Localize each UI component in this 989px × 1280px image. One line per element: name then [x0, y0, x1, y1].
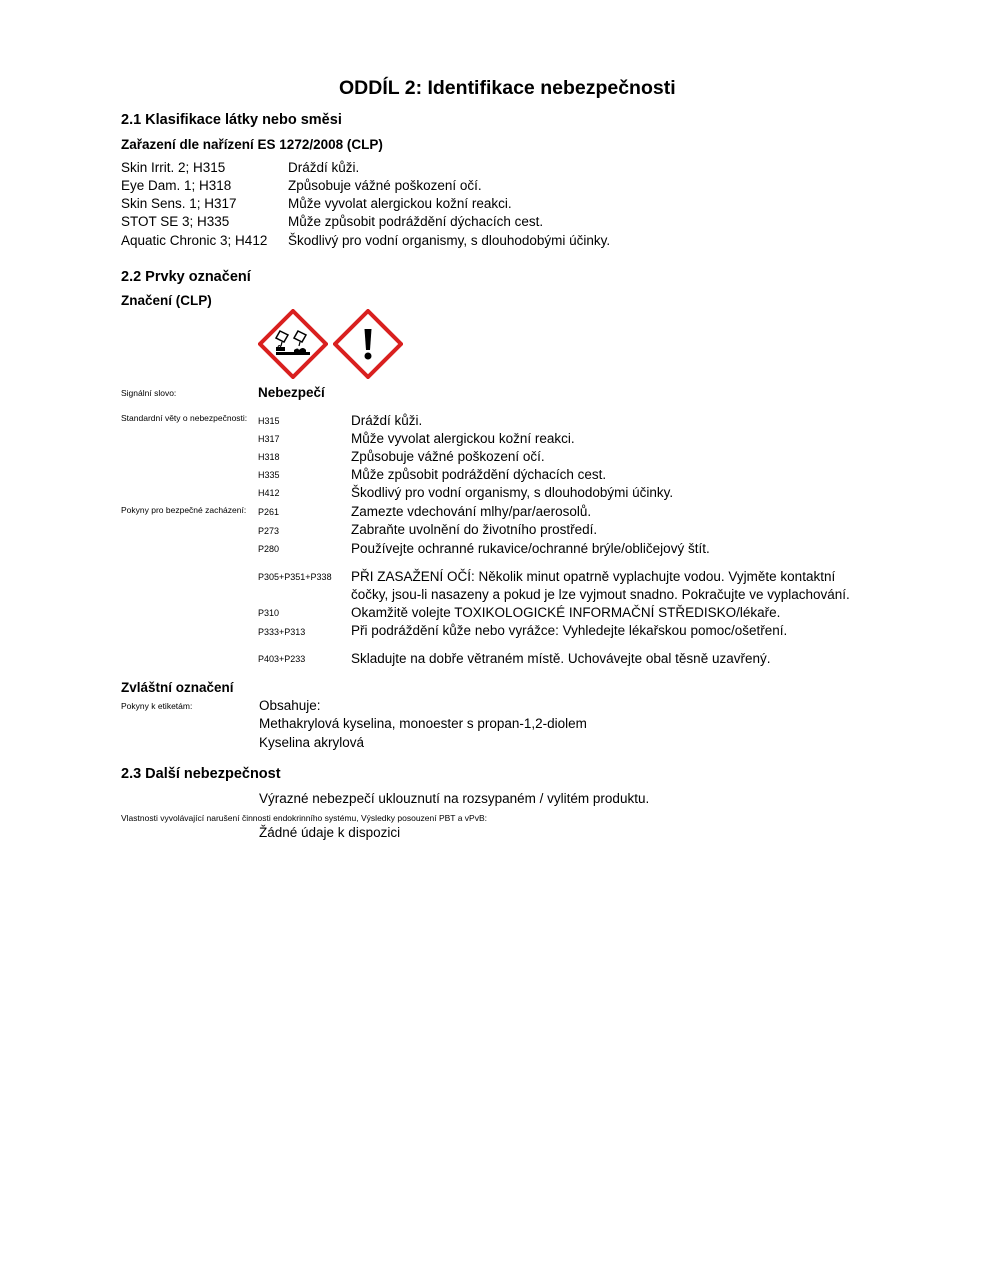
precautionary-statements-label: Pokyny pro bezpečné zacházení:	[121, 505, 247, 515]
precaution-code: P333+P313	[258, 627, 306, 637]
hazard-code: H335	[258, 470, 280, 480]
exclamation-pictogram	[333, 309, 403, 379]
precaution-code: P273	[258, 526, 280, 536]
clp-labelling-subheading: Značení (CLP)	[121, 293, 212, 308]
classification-code: STOT SE 3; H335	[121, 214, 230, 229]
hazard-code: H317	[258, 434, 280, 444]
hazard-text: Způsobuje vážné poškození očí.	[351, 449, 545, 464]
classification-text: Způsobuje vážné poškození očí.	[288, 178, 482, 193]
precaution-text-continued: čočky, jsou-li nasazeny a pokud je lze vyjmout snadno. Pokračujte ve vyplachování.	[351, 587, 850, 602]
precaution-code: P305+P351+P338	[258, 572, 332, 582]
endocrine-pbt-value: Žádné údaje k dispozici	[259, 825, 401, 840]
signal-word: Nebezpečí	[258, 385, 325, 400]
classification-text: Může způsobit podráždění dýchacích cest.	[288, 214, 544, 229]
section-2-3-heading: 2.3 Další nebezpečnost	[121, 766, 281, 782]
endocrine-pbt-label: Vlastnosti vyvolávající narušení činnosti endokrinního systému, Výsledky posouzení PBT a vPvB:	[121, 813, 487, 823]
hazard-text: Může způsobit podráždění dýchacích cest.	[351, 467, 607, 482]
hazard-text: Může vyvolat alergickou kožní reakci.	[351, 431, 575, 446]
other-hazard-text: Výrazné nebezpečí uklouznutí na rozsypaném / vylitém produktu.	[259, 791, 650, 806]
contained-substance: Methakrylová kyselina, monoester s propan-1,2-diolem	[259, 716, 587, 731]
classification-code: Skin Sens. 1; H317	[121, 196, 237, 211]
classification-text: Může vyvolat alergickou kožní reakci.	[288, 196, 512, 211]
hazard-code: H318	[258, 452, 280, 462]
hazard-text: Škodlivý pro vodní organismy, s dlouhodobými účinky.	[351, 485, 674, 500]
precaution-text: Zabraňte uvolnění do životního prostředí.	[351, 522, 598, 537]
precaution-code: P280	[258, 544, 280, 554]
label-instructions-label: Pokyny k etiketám:	[121, 701, 193, 711]
precaution-text: Skladujte na dobře větraném místě. Uchovávejte obal těsně uzavřený.	[351, 651, 771, 666]
hazard-statements-label: Standardní věty o nebezpečnosti:	[121, 413, 248, 423]
precaution-text: Okamžitě volejte TOXIKOLOGICKÉ INFORMAČNÍ STŘEDISKO/lékaře.	[351, 605, 781, 620]
classification-text: Škodlivý pro vodní organismy, s dlouhodobými účinky.	[288, 233, 611, 248]
precaution-code: P261	[258, 507, 280, 517]
precaution-code: P403+P233	[258, 654, 306, 664]
precaution-text: Zamezte vdechování mlhy/par/aerosolů.	[351, 504, 592, 519]
hazard-code: H412	[258, 488, 280, 498]
classification-code: Skin Irrit. 2; H315	[121, 160, 226, 175]
section-2-2-heading: 2.2 Prvky označení	[121, 269, 251, 285]
signal-word-label: Signální slovo:	[121, 388, 177, 398]
hazard-code: H315	[258, 416, 280, 426]
contained-substance: Kyselina akrylová	[259, 735, 365, 750]
clp-classification-subheading: Zařazení dle nařízení ES 1272/2008 (CLP)	[121, 137, 383, 152]
corrosion-pictogram	[258, 309, 328, 379]
precaution-text: Při podráždění kůže nebo vyrážce: Vyhledejte lékařskou pomoc/ošetření.	[351, 623, 788, 638]
special-labelling-heading: Zvláštní označení	[121, 680, 234, 695]
classification-code: Eye Dam. 1; H318	[121, 178, 232, 193]
hazard-text: Dráždí kůži.	[351, 413, 423, 428]
contains-label: Obsahuje:	[259, 698, 321, 713]
classification-text: Dráždí kůži.	[288, 160, 360, 175]
precaution-text: Používejte ochranné rukavice/ochranné brýle/obličejový štít.	[351, 541, 710, 556]
page-title: ODDÍL 2: Identifikace nebezpečnosti	[339, 77, 676, 99]
precaution-text: PŘI ZASAŽENÍ OČÍ: Několik minut opatrně vyplachujte vodou. Vyjměte kontaktní	[351, 569, 836, 584]
section-2-1-heading: 2.1 Klasifikace látky nebo směsi	[121, 112, 342, 128]
classification-code: Aquatic Chronic 3; H412	[121, 233, 268, 248]
precaution-code: P310	[258, 608, 280, 618]
